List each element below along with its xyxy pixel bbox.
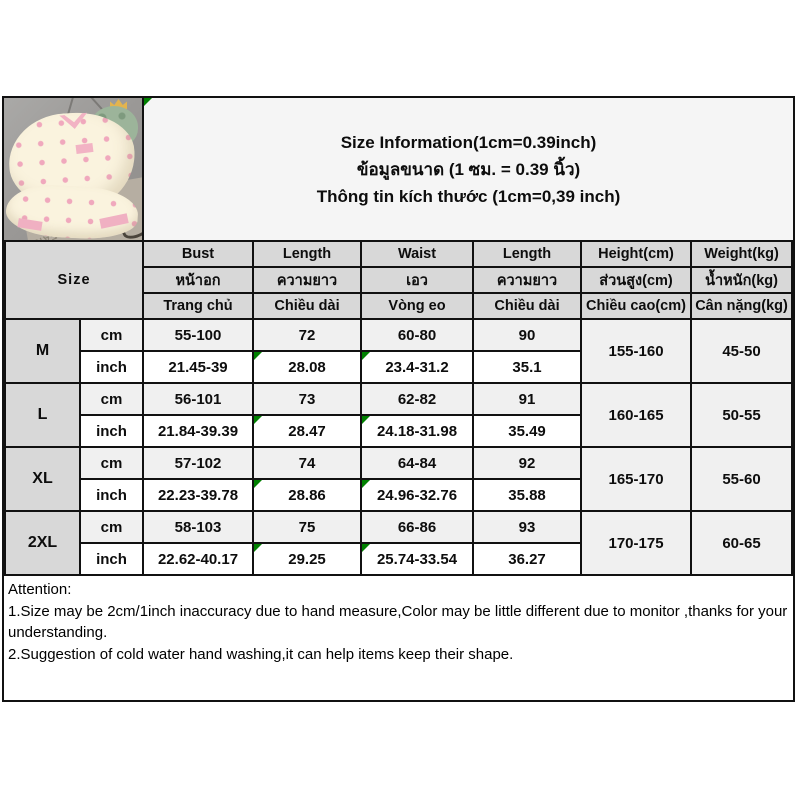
- col-header-bust-vi: Trang chủ: [143, 293, 253, 319]
- unit-l-cm: cm: [80, 383, 143, 415]
- cell-xl-cm-waist: 64-84: [361, 447, 473, 479]
- size-label-2xl: 2XL: [5, 511, 80, 575]
- unit-2xl-cm: cm: [80, 511, 143, 543]
- size-header: Size: [5, 241, 143, 319]
- cell-m-inch-length: 28.08: [253, 351, 361, 383]
- cell-l-cm-waist: 62-82: [361, 383, 473, 415]
- cell-xl-inch-waist: 24.96-32.76: [361, 479, 473, 511]
- cell-l-inch-waist: 24.18-31.98: [361, 415, 473, 447]
- excel-flag-icon: [144, 98, 152, 106]
- excel-flag-icon: [254, 416, 262, 424]
- size-table: [4, 240, 793, 576]
- size-table-body: [5, 319, 792, 575]
- col-header-height-th: ส่วนสูง(cm): [581, 267, 691, 293]
- size-chart-sheet: [2, 96, 795, 702]
- row-m-cm: [5, 319, 792, 351]
- cell-2xl-inch-bust: 22.62-40.17: [143, 543, 253, 575]
- col-header-length2-vi: Chiều dài: [473, 293, 581, 319]
- title-en: Size Information(1cm=0.39inch): [340, 132, 597, 152]
- cell-2xl-cm-waist: 66-86: [361, 511, 473, 543]
- excel-flag-icon: [362, 416, 370, 424]
- excel-flag-icon: [254, 480, 262, 488]
- cell-l-cm-length2: 91: [473, 383, 581, 415]
- excel-flag-icon: [362, 480, 370, 488]
- row-l-cm: [5, 383, 792, 415]
- excel-flag-icon: [254, 352, 262, 360]
- attention-note-2: 2.Suggestion of cold water hand washing,it can help items keep their shape.: [8, 645, 514, 663]
- col-header-weight-vi: Cân nặng(kg): [691, 293, 792, 319]
- cell-2xl-inch-length2: 36.27: [473, 543, 581, 575]
- cell-2xl-cm-length2: 93: [473, 511, 581, 543]
- excel-flag-icon: [254, 544, 262, 552]
- cell-xl-cm-length: 74: [253, 447, 361, 479]
- cell-m-cm-length2: 90: [473, 319, 581, 351]
- cell-m-weight: 45-50: [691, 319, 792, 383]
- cell-l-inch-bust: 21.84-39.39: [143, 415, 253, 447]
- cell-m-cm-bust: 55-100: [143, 319, 253, 351]
- excel-flag-icon: [362, 352, 370, 360]
- cell-2xl-height: 170-175: [581, 511, 691, 575]
- col-header-weight-en: Weight(kg): [691, 241, 792, 267]
- top-row: [4, 98, 793, 240]
- cell-xl-inch-bust: 22.23-39.78: [143, 479, 253, 511]
- cell-l-cm-bust: 56-101: [143, 383, 253, 415]
- attention-section: [4, 576, 793, 665]
- title-th: ข้อมูลขนาด (1 ซม. = 0.39 นิ้ว): [356, 159, 581, 179]
- row-2xl-cm: [5, 511, 792, 543]
- cell-m-height: 155-160: [581, 319, 691, 383]
- col-header-waist-th: เอว: [361, 267, 473, 293]
- cell-xl-inch-length: 28.86: [253, 479, 361, 511]
- header-row-en: [5, 241, 792, 267]
- col-header-length-en: Length: [253, 241, 361, 267]
- col-header-length2-en: Length: [473, 241, 581, 267]
- unit-xl-cm: cm: [80, 447, 143, 479]
- cell-l-inch-length: 28.47: [253, 415, 361, 447]
- col-header-weight-th: น้ำหนัก(kg): [691, 267, 792, 293]
- cell-2xl-cm-length: 75: [253, 511, 361, 543]
- col-header-length-vi: Chiều dài: [253, 293, 361, 319]
- col-header-height-vi: Chiều cao(cm): [581, 293, 691, 319]
- col-header-bust-th: หน้าอก: [143, 267, 253, 293]
- col-header-bust-en: Bust: [143, 241, 253, 267]
- cell-xl-inch-length2: 35.88: [473, 479, 581, 511]
- unit-2xl-inch: inch: [80, 543, 143, 575]
- size-label-l: L: [5, 383, 80, 447]
- cell-xl-weight: 55-60: [691, 447, 792, 511]
- cell-2xl-cm-bust: 58-103: [143, 511, 253, 543]
- title-vi: Thông tin kích thước (1cm=0,39 inch): [316, 186, 621, 206]
- cell-m-inch-length2: 35.1: [473, 351, 581, 383]
- unit-m-inch: inch: [80, 351, 143, 383]
- col-header-waist-vi: Vòng eo: [361, 293, 473, 319]
- col-header-length2-th: ความยาว: [473, 267, 581, 293]
- col-header-waist-en: Waist: [361, 241, 473, 267]
- excel-flag-icon: [362, 544, 370, 552]
- cell-xl-cm-bust: 57-102: [143, 447, 253, 479]
- unit-xl-inch: inch: [80, 479, 143, 511]
- row-xl-cm: [5, 447, 792, 479]
- size-label-xl: XL: [5, 447, 80, 511]
- attention-note-1: 1.Size may be 2cm/1inch inaccuracy due to hand measure,Color may be little different due to monitor ,thanks for your understanding.: [8, 602, 788, 641]
- cell-m-cm-waist: 60-80: [361, 319, 473, 351]
- cell-m-inch-waist: 23.4-31.2: [361, 351, 473, 383]
- title-cell: [144, 98, 793, 240]
- col-header-height-en: Height(cm): [581, 241, 691, 267]
- unit-l-inch: inch: [80, 415, 143, 447]
- cell-l-height: 160-165: [581, 383, 691, 447]
- cell-l-inch-length2: 35.49: [473, 415, 581, 447]
- cell-2xl-inch-waist: 25.74-33.54: [361, 543, 473, 575]
- cell-m-inch-bust: 21.45-39: [143, 351, 253, 383]
- cell-l-cm-length: 73: [253, 383, 361, 415]
- size-label-m: M: [5, 319, 80, 383]
- cell-m-cm-length: 72: [253, 319, 361, 351]
- cell-l-weight: 50-55: [691, 383, 792, 447]
- unit-m-cm: cm: [80, 319, 143, 351]
- cell-xl-height: 165-170: [581, 447, 691, 511]
- col-header-length-th: ความยาว: [253, 267, 361, 293]
- attention-heading: Attention:: [8, 581, 72, 598]
- cell-xl-cm-length2: 92: [473, 447, 581, 479]
- cell-2xl-weight: 60-65: [691, 511, 792, 575]
- product-photo: [4, 98, 144, 240]
- cell-2xl-inch-length: 29.25: [253, 543, 361, 575]
